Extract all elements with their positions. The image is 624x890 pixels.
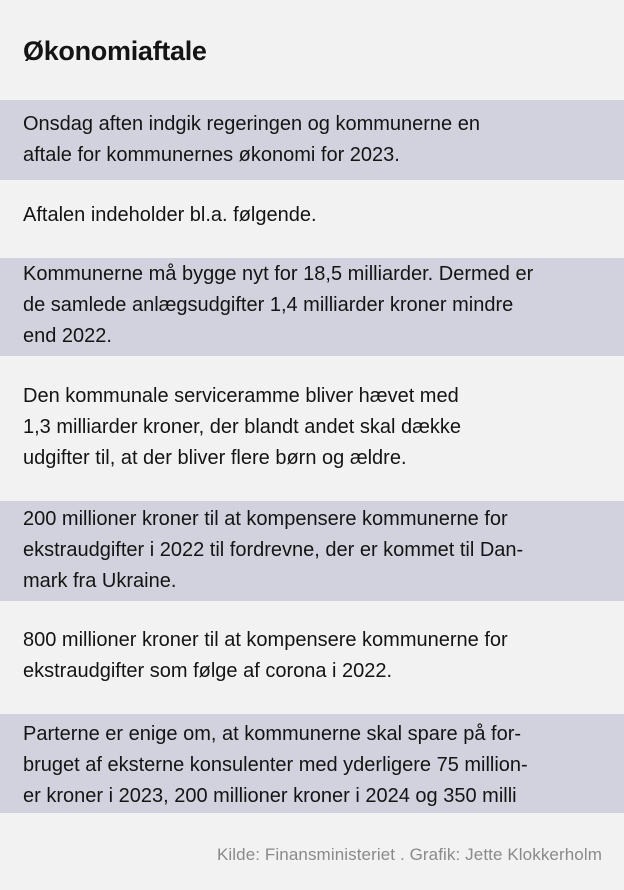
row-line: mark fra Ukraine. (23, 570, 177, 592)
info-row-5 (0, 501, 624, 601)
info-row-7 (0, 714, 624, 813)
source-credit: Kilde: Finansministeriet . Grafik: Jette Klokkerholm (216, 845, 602, 864)
info-row-1 (0, 100, 624, 180)
row-line: end 2022. (23, 325, 112, 347)
row-line: ekstraudgifter i 2022 til fordrevne, der er kommet til Dan- (23, 539, 524, 561)
row-line: ekstraudgifter som følge af corona i 2022. (23, 660, 393, 682)
page-title: Økonomiaftale (23, 36, 207, 66)
row-line: er kroner i 2023, 200 millioner kroner i 2024 og 350 milli (23, 785, 517, 807)
row-line: bruget af eksterne konsulenter med yderligere 75 million- (23, 754, 528, 776)
info-row-2 (0, 180, 624, 258)
row-line: Kommunerne må bygge nyt for 18,5 milliarder. Dermed er (23, 263, 534, 285)
row-line: de samlede anlægsudgifter 1,4 milliarder kroner mindre (23, 294, 514, 316)
info-row-6 (0, 601, 624, 714)
row-line: aftale for kommunernes økonomi for 2023. (23, 144, 400, 166)
row-line: 200 millioner kroner til at kompensere kommunerne for (23, 508, 508, 530)
row-line: Onsdag aften indgik regeringen og kommunerne en (23, 113, 480, 135)
row-line: Den kommunale serviceramme bliver hævet med (23, 385, 459, 407)
row-line: udgifter til, at der bliver flere børn og ældre. (23, 447, 407, 469)
info-row-3 (0, 258, 624, 356)
row-line: Aftalen indeholder bl.a. følgende. (23, 204, 317, 226)
row-line: 800 millioner kroner til at kompensere kommunerne for (23, 629, 508, 651)
row-line: Parterne er enige om, at kommunerne skal spare på for- (23, 723, 522, 745)
info-row-4 (0, 356, 624, 501)
row-line: 1,3 milliarder kroner, der blandt andet skal dække (23, 416, 462, 438)
